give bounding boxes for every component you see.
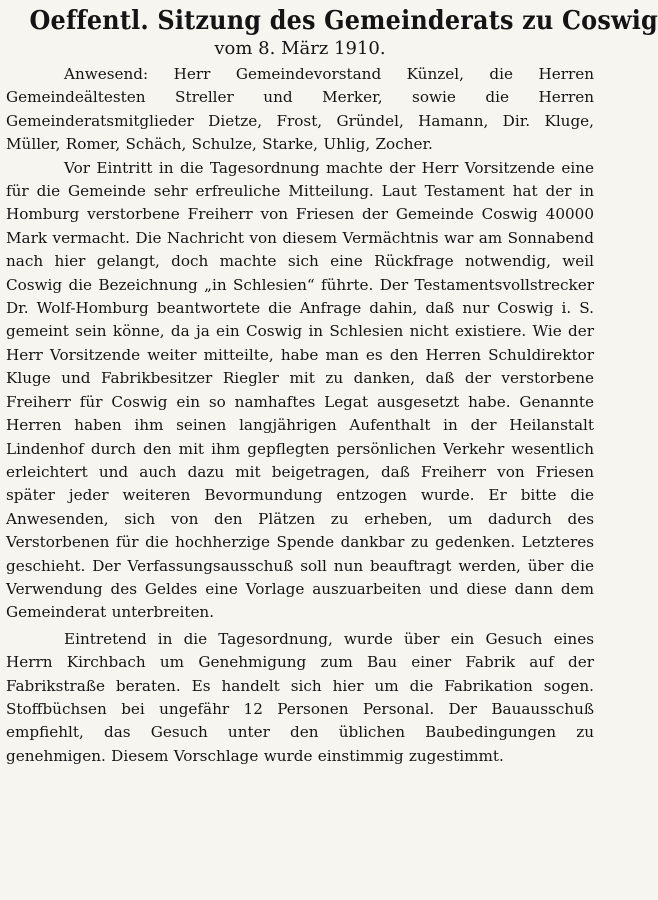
newspaper-clipping bbox=[6, 4, 658, 896]
article-date: vom 8. März 1910. bbox=[214, 38, 386, 59]
article-headline: Oeffentl. Sitzung des Gemeinderats zu Coswig bbox=[29, 6, 658, 36]
bequest-paragraph: Vor Eintritt in die Tagesordnung machte der Herr Vorsitzende eine für die Gemeinde sehr erfreuliche Mitteilung. Laut Testament hat der in Homburg verstorbene Freiherr von Friesen der Gemeinde Coswig 40000 Mark vermacht. Die Nachricht von diesem Vermächtnis war am Sonnabend nach hier gelangt, doch machte sich eine Rückfrage notwendig, weil Coswig die Bezeichnung „in Schlesien“ führte. Der Testamentsvollstrecker Dr. Wolf-Homburg beantwortete die Anfrage dahin, daß nur Coswig i. S. gemeint sein könne, da ja ein Coswig in Schlesien nicht existiere. Wie der Herr Vorsitzende weiter mitteilte, habe man es den Herren Schuldirektor Kluge und Fabrikbesitzer Riegler mit zu danken, daß der verstorbene Freiherr für Coswig ein so namhaftes Legat ausgesetzt habe. Genannte Herren haben ihm seinen langjährigen Aufenthalt in der Heilanstalt Lindenhof durch den mit ihm gepflegten persönlichen Verkehr wesentlich erleichtert und auch dazu mit beigetragen, daß Freiherr von Friesen später jeder weiteren Bevormundung entzogen wurde. Er bitte die Anwesenden, sich von den Plätzen zu erheben, um dadurch des Verstorbenen für die hochherzige Spende dankbar zu gedenken. Letzteres geschieht. Der Verfassungsausschuß soll nun beauftragt werden, über die Verwendung des Geldes eine Vorlage auszuarbeiten und diese dann dem Gemeinderat unterbreiten. bbox=[6, 158, 594, 622]
attendance-paragraph: Anwesend: Herr Gemeindevorstand Künzel, die Herren Gemeindeältesten Streller und Merker, sowie die Herren Gemeinderatsmitglieder Dietze, Frost, Gründel, Hamann, Dir. Kluge, Müller, Romer, Schäch, Schulze, Starke, Uhlig, Zocher. bbox=[6, 65, 594, 154]
agenda-paragraph: Eintretend in die Tagesordnung, wurde über ein Gesuch eines Herrn Kirchbach um Genehmigung zum Bau einer Fabrik auf der Fabrikstraße beraten. Es handelt sich hier um die Fabrikation sogen. Stoffbüchsen bei ungefähr 12 Personen Personal. Der Bauausschuß empfiehlt, das Gesuch unter den üblichen Baubedingungen zu genehmigen. Diesem Vorschlage wurde einstimmig zugestimmt. bbox=[6, 629, 594, 765]
